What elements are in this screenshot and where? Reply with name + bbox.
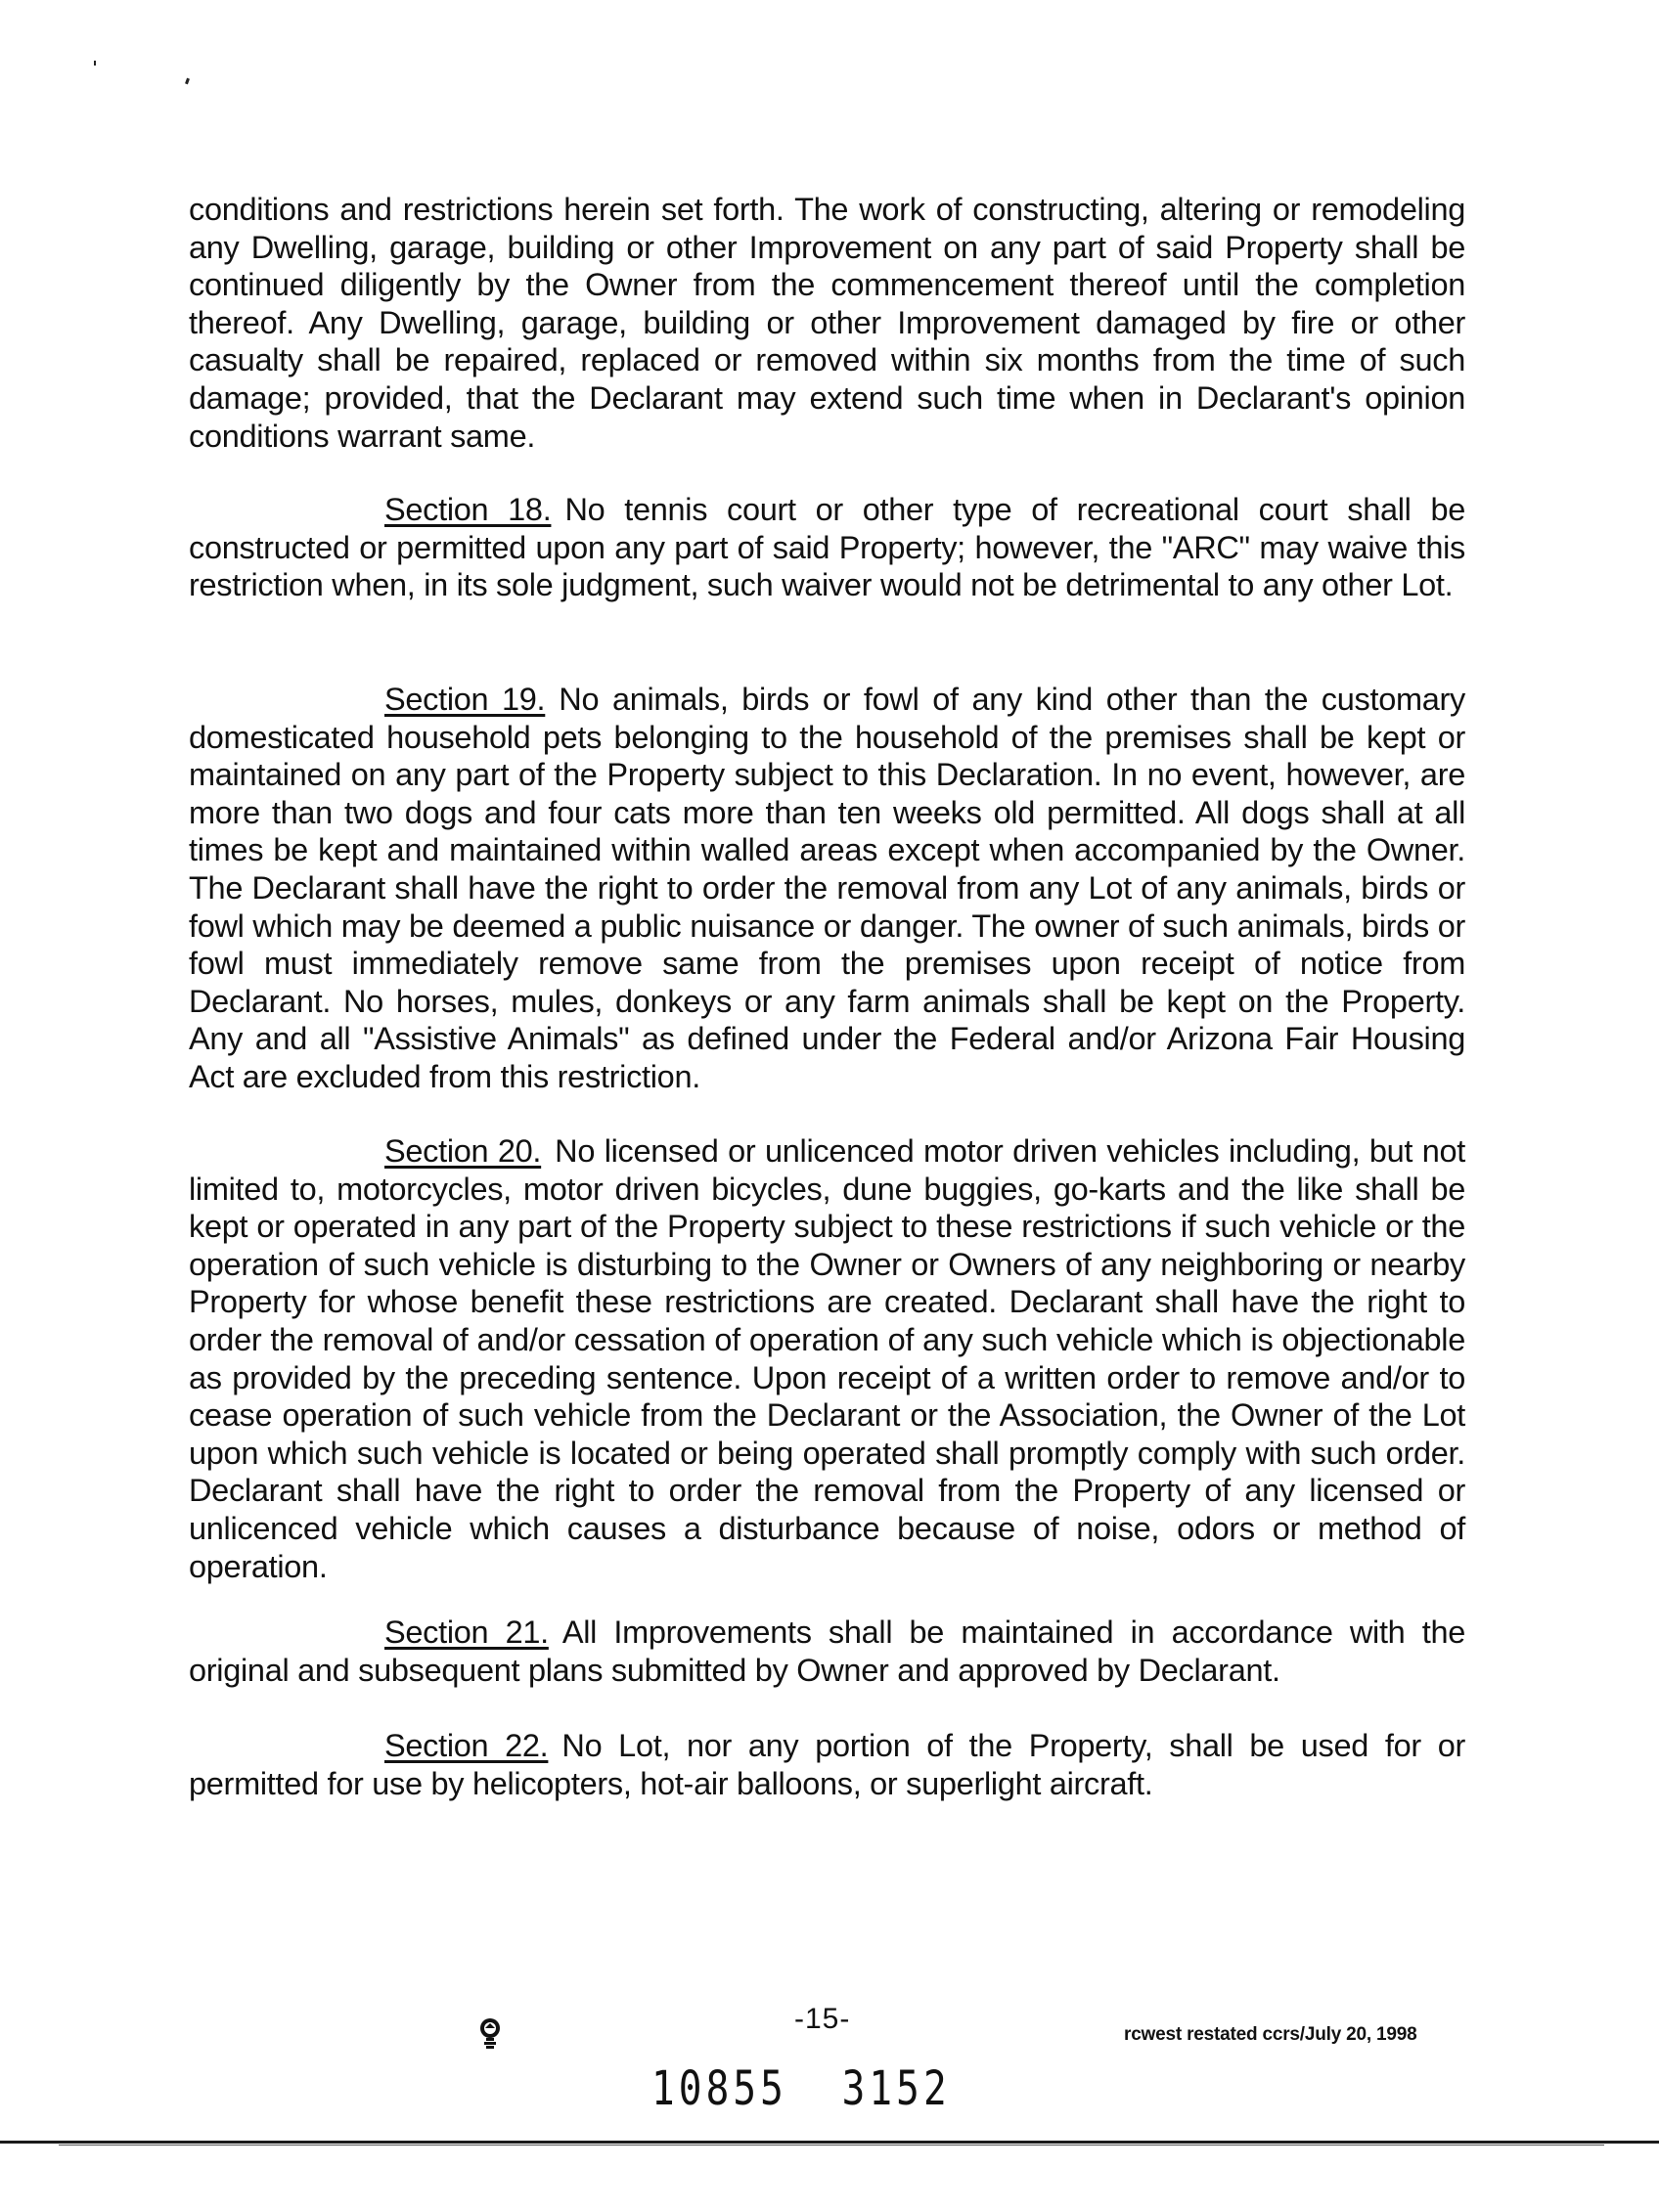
section-paragraph [189,1132,1465,1585]
section-paragraph [189,681,1465,1096]
section-label: Section 20. [384,1133,542,1169]
section-text: No licensed or unlicenced motor driven vehicles including, but not limited to, motorcycles, motor driven bicycles, dune buggies, go-karts and the like shall be kept or operated in any part of the Property subject to these restrictions if such vehicle or the operation of such vehicle is disturbing to the Owner or Owners of any neighboring or nearby Property for whose benefit these restrictions are created. Declarant shall have the right to order the removal of and/or cessation of operation of any such vehicle which is objectionable as provided by the preceding sentence. Upon receipt of a written order to remove and/or to cease operation of such vehicle from the Declarant or the Association, the Owner of the Lot upon which such vehicle is located or being operated shall promptly comply with such order. Declarant shall have the right to order the removal from the Property of any licensed or unlicenced vehicle which causes a disturbance because of noise, odors or method of operation. [189,1133,1466,1584]
section-21 [189,1614,1465,1689]
bottom-rule-shadow [59,2145,1604,2146]
section-text: No tennis court or other type of recreational court shall be constructed or permitted upon any part of said Property; however, the "ARC" may waive this restriction when, in its sole judgment, such waiver would not be detrimental to any other Lot. [189,492,1466,603]
section-text: All Improvements shall be maintained in accordance with the original and subsequent plans submitted by Owner and approved by Declarant. [189,1615,1465,1688]
section-paragraph [189,1614,1465,1689]
section-label: Section 19. [384,682,546,717]
section-text: No animals, birds or fowl of any kind other than the customary domesticated household pets belonging to the household of the premises shall be kept or maintained on any part of the Property subject to this Declaration. In no event, however, are more than two dogs and four cats more than ten weeks old permitted. All dogs shall at all times be kept and maintained within walled areas except when accompanied by the Owner. The Declarant shall have the right to order the removal from any Lot of any animals, birds or fowl which may be deemed a public nuisance or danger. The owner of such animals, birds or fowl must immediately remove same from the premises upon receipt of notice from Declarant. No horses, mules, donkeys or any farm animals shall be kept on the Property. Any and all "Assistive Animals" as defined under the Federal and/or Arizona Fair Housing Act are excluded from this restriction. [189,682,1466,1094]
section-label: Section 21. [384,1615,549,1650]
document-reference: rcwest restated ccrs/July 20, 1998 [1124,2024,1417,2045]
body-text [189,191,1465,455]
section-paragraph [189,1727,1465,1802]
scan-speck [94,61,96,66]
section-text: No Lot, nor any portion of the Property, shall be used for or permitted for use by helicopters, hot-air balloons, or superlight aircraft. [189,1728,1466,1801]
recording-number: 10855 3152 [651,2061,951,2116]
section-paragraph [189,491,1465,604]
section-18 [189,491,1465,604]
section-22 [189,1727,1465,1802]
bottom-rule [0,2141,1659,2144]
recycled-paper-icon [477,2016,503,2050]
section-20 [189,1132,1465,1585]
section-label: Section 18. [384,492,552,527]
section-label: Section 22. [384,1728,549,1763]
opening-paragraph: conditions and restrictions herein set forth. The work of constructing, altering or remodeling any Dwelling, garage, building or other Improvement on any part of said Property shall be continued diligently by the Owner from the commencement thereof until the completion thereof. Any Dwelling, garage, building or other Improvement damaged by fire or other casualty shall be repaired, replaced or removed within six months from the time of such damage; provided, that the Declarant may extend such time when in Declarant's opinion conditions warrant same. [189,192,1465,454]
scan-speck [185,78,190,85]
page-number: -15- [794,2003,851,2035]
section-19 [189,681,1465,1096]
